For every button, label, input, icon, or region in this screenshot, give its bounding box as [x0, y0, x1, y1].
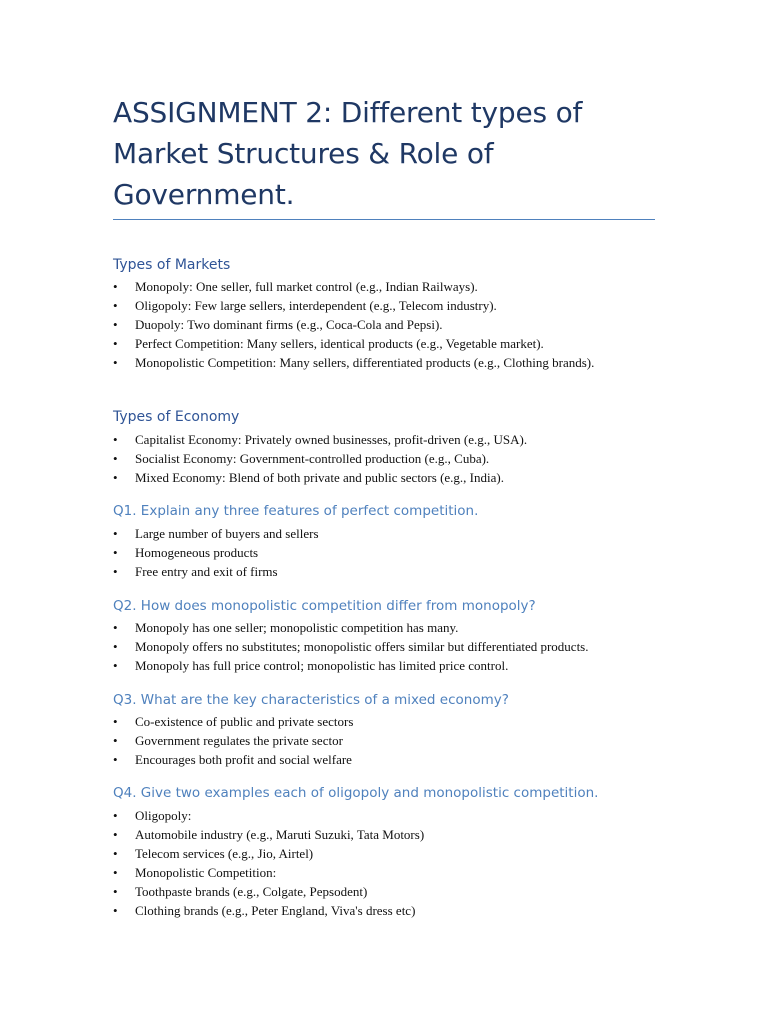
bullet-icon: •: [113, 451, 118, 466]
q2-list: [113, 618, 673, 675]
bullet-icon: •: [113, 564, 118, 579]
list-item: [113, 882, 673, 901]
list-item-text: Large number of buyers and sellers: [135, 526, 319, 541]
q3-list: [113, 712, 673, 769]
list-item-text: Duopoly: Two dominant firms (e.g., Coca-Cola and Pepsi).: [135, 317, 443, 332]
list-item: [113, 543, 673, 562]
list-item: [113, 618, 673, 637]
bullet-icon: •: [113, 317, 118, 332]
list-item-text: Oligopoly: Few large sellers, interdependent (e.g., Telecom industry).: [135, 298, 497, 313]
list-item: [113, 806, 673, 825]
list-item-text: Monopoly has full price control; monopolistic has limited price control.: [135, 658, 509, 673]
list-item-text: Monopoly has one seller; monopolistic competition has many.: [135, 620, 459, 635]
bullet-icon: •: [113, 846, 118, 861]
question-heading-q2: Q2. How does monopolistic competition differ from monopoly?: [113, 598, 536, 614]
list-item-text: Mixed Economy: Blend of both private and public sectors (e.g., India).: [135, 470, 504, 485]
list-item-text: Government regulates the private sector: [135, 733, 343, 748]
list-item-text: Telecom services (e.g., Jio, Airtel): [135, 846, 314, 861]
bullet-icon: •: [113, 470, 118, 485]
document-title: ASSIGNMENT 2: Different types of Market Structures & Role of Government.: [113, 96, 583, 211]
list-item: [113, 315, 673, 334]
list-item-text: Automobile industry (e.g., Maruti Suzuki, Tata Motors): [135, 827, 425, 842]
question-heading-q1: Q1. Explain any three features of perfect competition.: [113, 503, 479, 519]
list-item: [113, 825, 673, 844]
section-heading-economy: Types of Economy: [113, 409, 240, 425]
list-item: [113, 562, 673, 581]
bullet-icon: •: [113, 658, 118, 673]
list-item-text: Co-existence of public and private sectors: [135, 714, 354, 729]
list-item: [113, 430, 673, 449]
list-item: [113, 656, 673, 675]
bullet-icon: •: [113, 298, 118, 313]
list-item-text: Monopoly offers no substitutes; monopolistic offers similar but differentiated products.: [135, 639, 589, 654]
list-item: [113, 353, 673, 372]
economy-list: [113, 430, 673, 487]
list-item-text: Oligopoly:: [135, 808, 192, 823]
bullet-icon: •: [113, 620, 118, 635]
bullet-icon: •: [113, 336, 118, 351]
bullet-icon: •: [113, 639, 118, 654]
list-item: [113, 449, 673, 468]
list-item: [113, 901, 673, 920]
list-item: [113, 750, 673, 769]
bullet-icon: •: [113, 884, 118, 899]
list-item: [113, 731, 673, 750]
bullet-icon: •: [113, 545, 118, 560]
markets-list: [113, 277, 673, 372]
list-item-text: Clothing brands (e.g., Peter England, Viva's dress etc): [135, 903, 416, 918]
list-item-text: Monopolistic Competition: Many sellers, differentiated products (e.g., Clothing brands).: [135, 355, 595, 370]
list-item-text: Perfect Competition: Many sellers, identical products (e.g., Vegetable market).: [135, 336, 544, 351]
list-item-text: Homogeneous products: [135, 545, 259, 560]
bullet-icon: •: [113, 355, 118, 370]
q1-list: [113, 524, 673, 581]
list-item: [113, 296, 673, 315]
list-item: [113, 637, 673, 656]
bullet-icon: •: [113, 827, 118, 842]
bullet-icon: •: [113, 733, 118, 748]
bullet-icon: •: [113, 752, 118, 767]
question-heading-q3: Q3. What are the key characteristics of a mixed economy?: [113, 692, 509, 708]
bullet-icon: •: [113, 526, 118, 541]
list-item-text: Encourages both profit and social welfare: [135, 752, 352, 767]
bullet-icon: •: [113, 714, 118, 729]
list-item: [113, 712, 673, 731]
bullet-icon: •: [113, 903, 118, 918]
section-heading-markets: Types of Markets: [113, 257, 231, 273]
bullet-icon: •: [113, 865, 118, 880]
bullet-icon: •: [113, 808, 118, 823]
list-item: [113, 863, 673, 882]
q4-list: [113, 806, 673, 920]
list-item: [113, 524, 673, 543]
list-item-text: Monopolistic Competition:: [135, 865, 277, 880]
title-divider: [113, 219, 655, 220]
list-item-text: Socialist Economy: Government-controlled production (e.g., Cuba).: [135, 451, 490, 466]
bullet-icon: •: [113, 279, 118, 294]
list-item: [113, 334, 673, 353]
bullet-icon: •: [113, 432, 118, 447]
list-item-text: Toothpaste brands (e.g., Colgate, Pepsodent): [135, 884, 368, 899]
question-heading-q4: Q4. Give two examples each of oligopoly and monopolistic competition.: [113, 785, 599, 801]
list-item-text: Monopoly: One seller, full market control (e.g., Indian Railways).: [135, 279, 478, 294]
list-item: [113, 468, 673, 487]
list-item-text: Capitalist Economy: Privately owned businesses, profit-driven (e.g., USA).: [135, 432, 528, 447]
list-item-text: Free entry and exit of firms: [135, 564, 278, 579]
list-item: [113, 844, 673, 863]
list-item: [113, 277, 673, 296]
